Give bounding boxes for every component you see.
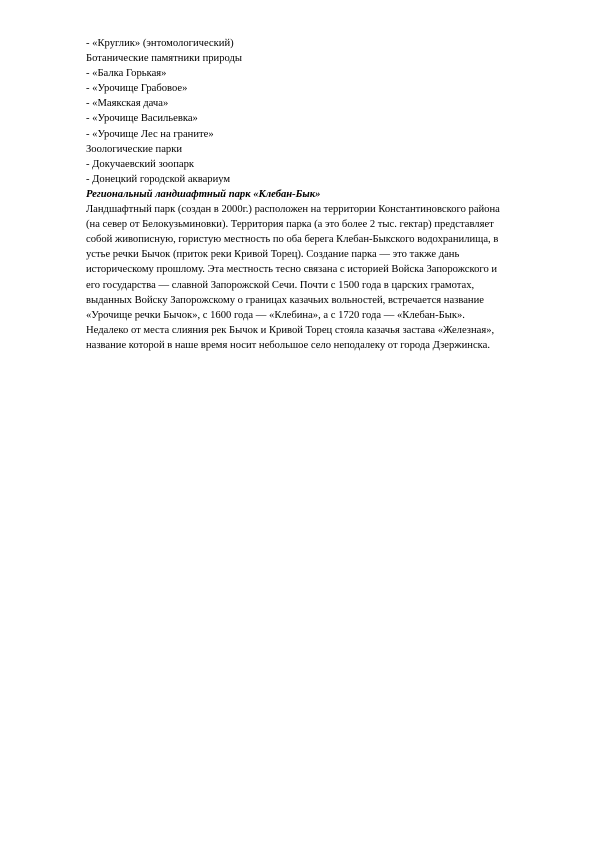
list-item: - Докучаевский зоопарк (86, 158, 195, 170)
paragraph-line: выданных Войску Запорожскому о границах казачьих вольностей, встречается название (86, 294, 484, 306)
list-item: - «Урочище Лес на граните» (86, 128, 214, 140)
paragraph-line: «Урочище речки Бычок», с 1600 года — «Клебина», а с 1720 года — «Клебан-Бык». (86, 309, 465, 321)
list-item: - Донецкий городской аквариум (86, 173, 231, 185)
list-item: - «Маякская дача» (86, 98, 169, 110)
paragraph-line: историческому прошлому. Эта местность тесно связана с историей Войска Запорожского и (86, 264, 498, 276)
list-item: - «Урочище Васильевка» (86, 113, 198, 125)
botanical-heading: Ботанические памятники природы (86, 53, 243, 65)
paragraph (86, 202, 556, 353)
zoo-heading: Зоологические парки (86, 143, 183, 155)
section-title: Региональный ландшафтный парк «Клебан-Бык» (86, 188, 321, 200)
document-body (86, 36, 556, 353)
list-item-kruglik: - «Круглик» (энтомологический) (86, 38, 234, 49)
list-item: - «Урочище Грабовое» (86, 83, 188, 95)
paragraph-line: название которой в наше время носит небольшое село неподалеку от города Дзержинска. (86, 339, 491, 351)
paragraph-line: Недалеко от места слияния рек Бычок и Кривой Торец стояла казачья застава «Железная», (86, 324, 495, 336)
paragraph-line: устье речки Бычок (приток реки Кривой Торец). Создание парка — это также дань (86, 249, 460, 261)
paragraph-line: собой живописную, гористую местность по оба берега Клебан-Быкского водохранилища, в (86, 234, 499, 246)
paragraph-line: (на север от Белокузьминовки). Территория парка (а это более 2 тыс. гектар) представляет (86, 219, 494, 231)
paragraph-line: Ландшафтный парк (создан в 2000г.) расположен на территории Константиновского района (86, 204, 500, 216)
paragraph-line: его государства — славной Запорожской Сечи. Почти с 1500 года в царских грамотах, (86, 279, 475, 291)
list-item: - «Балка Горькая» (86, 68, 167, 80)
